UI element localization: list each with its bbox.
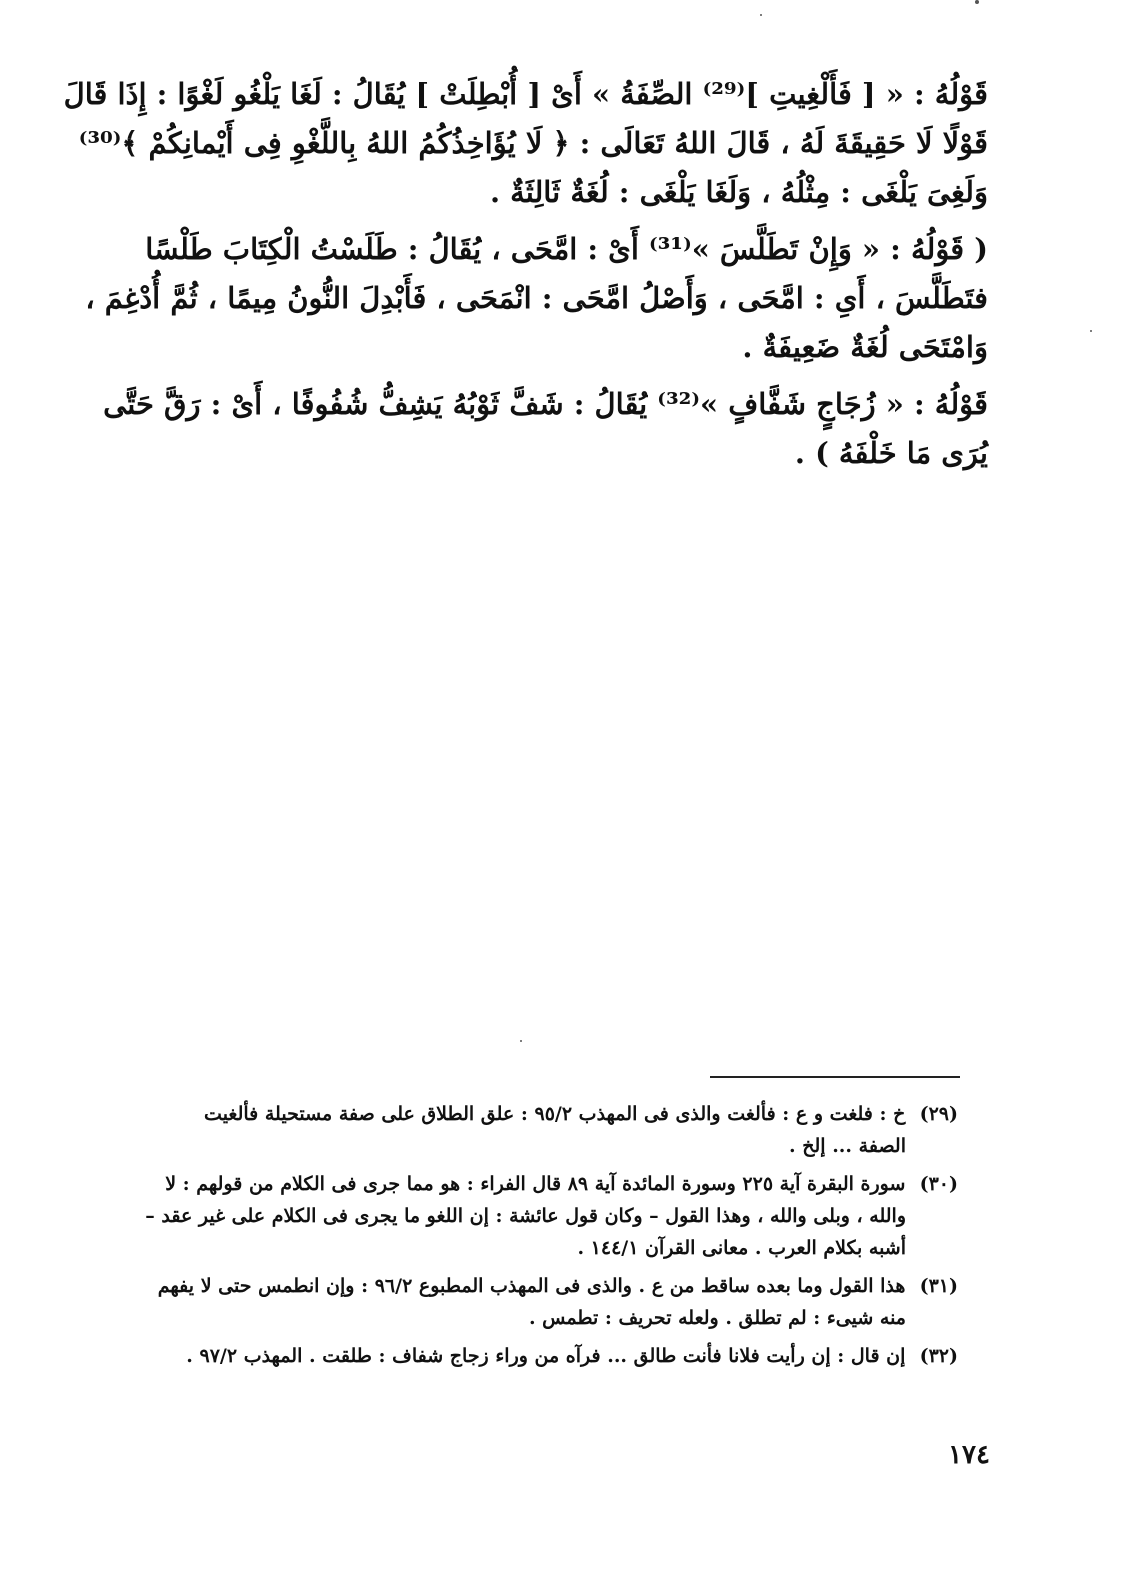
footnote-text: إن قال : إن رأيت فلانا فأنت طالق ... فرآه من وراء زجاج شفاف : طلقت . المهذب ٩٧/٢ . [186, 1345, 906, 1367]
scan-speck [1090, 330, 1092, 332]
footnotes [118, 1098, 958, 1378]
footnote-line [118, 1168, 958, 1200]
footnote-line: منه شيىء : لم تطلق . ولعله تحريف : تطمس . [528, 1307, 906, 1329]
paragraph [103, 380, 988, 478]
paragraph [63, 70, 988, 217]
text-line: يُرَى مَا خَلْفَهُ ) . [794, 436, 988, 470]
footnote-text: سورة البقرة آية ٢٢٥ وسورة المائدة آية ٨٩ قال الفراء : هو مما جرى فى الكلام من قولهم : لا [165, 1173, 906, 1195]
main-text [63, 70, 988, 486]
footnote-30 [118, 1168, 958, 1264]
scan-speck [760, 14, 762, 16]
text-line: قَوْلُهُ : « [ فَأَلْغِيتِ ]⁽²⁹⁾ الصِّفَةُ » أَىْ [ أُبْطِلَتْ ] يُقَالُ : لَغَا يَلْغُو لَغْوًا : إِذَا قَالَ [63, 77, 988, 111]
footnote-line: أشبه بكلام العرب . معانى القرآن ١٤٤/١ . [577, 1237, 906, 1259]
text-line: قَوْلُهُ : « زُجَاجٍ شَفَّافٍ »⁽³²⁾ يُقَالُ : شَفَّ ثَوْبُهُ يَشِفُّ شُفُوفًا ، أَىْ : رَقَّ حَتَّى [103, 387, 988, 421]
scan-speck [975, 0, 979, 4]
footnote-number: (٣٢) [919, 1345, 958, 1367]
footnote-number: (٣٠) [919, 1173, 958, 1195]
text-line: وَامْتَحَى لُغَةٌ ضَعِيفَةٌ . [742, 330, 988, 364]
footnote-line [118, 1270, 958, 1302]
page-number: ١٧٤ [948, 1440, 990, 1470]
footnote-32 [118, 1340, 958, 1372]
text-line: قَوْلًا لَا حَقِيقَةَ لَهُ ، قَالَ اللهُ تَعَالَى : ﴿ لَا يُؤَاخِذُكُمُ اللهُ بِاللَّغْوِ فِى أَيْمانِكُمْ ﴾⁽³⁰⁾ [78, 126, 988, 160]
footnote-line: والله ، وبلى والله ، وهذا القول – وكان قول عائشة : إن اللغو ما يجرى فى الكلام على غير عقد – [145, 1205, 906, 1227]
footnote-line [118, 1340, 958, 1372]
footnote-line: الصفة ... إلخ . [789, 1135, 906, 1157]
footnote-number: (٢٩) [919, 1103, 958, 1125]
footnote-line [118, 1098, 958, 1130]
footnote-31 [118, 1270, 958, 1334]
footnote-number: (٣١) [919, 1275, 958, 1297]
footnote-text: هذا القول وما بعده ساقط من ع . والذى فى المهذب المطبوع ٩٦/٢ : وإن انطمس حتى لا يفهم [157, 1275, 906, 1297]
text-line: ( قَوْلُهُ : « وَإِنْ تَطَلَّسَ »⁽³¹⁾ أَىْ : امَّحَى ، يُقَالُ : طَلَسْتُ الْكِتَابَ طَلْسًا [145, 232, 988, 266]
paragraph [85, 225, 988, 372]
scan-speck [520, 1040, 522, 1042]
footnote-29 [118, 1098, 958, 1162]
footnote-separator [710, 1076, 960, 1078]
text-line: وَلَغِىَ يَلْغَى : مِثْلُهُ ، وَلَغَا يَلْغَى : لُغَةٌ ثَالِثَةٌ . [489, 175, 988, 209]
text-line: فتَطَلَّسَ ، أَىِ : امَّحَى ، وَأَصْلُ امَّحَى : انْمَحَى ، فَأَبْدِلَ النُّونُ مِيمًا ، ثُمَّ أُدْغِمَ ، [85, 281, 988, 315]
footnote-text: خ : فلغت و ع : فألغت والذى فى المهذب ٩٥/٢ : علق الطلاق على صفة مستحيلة فألغيت [204, 1103, 906, 1125]
